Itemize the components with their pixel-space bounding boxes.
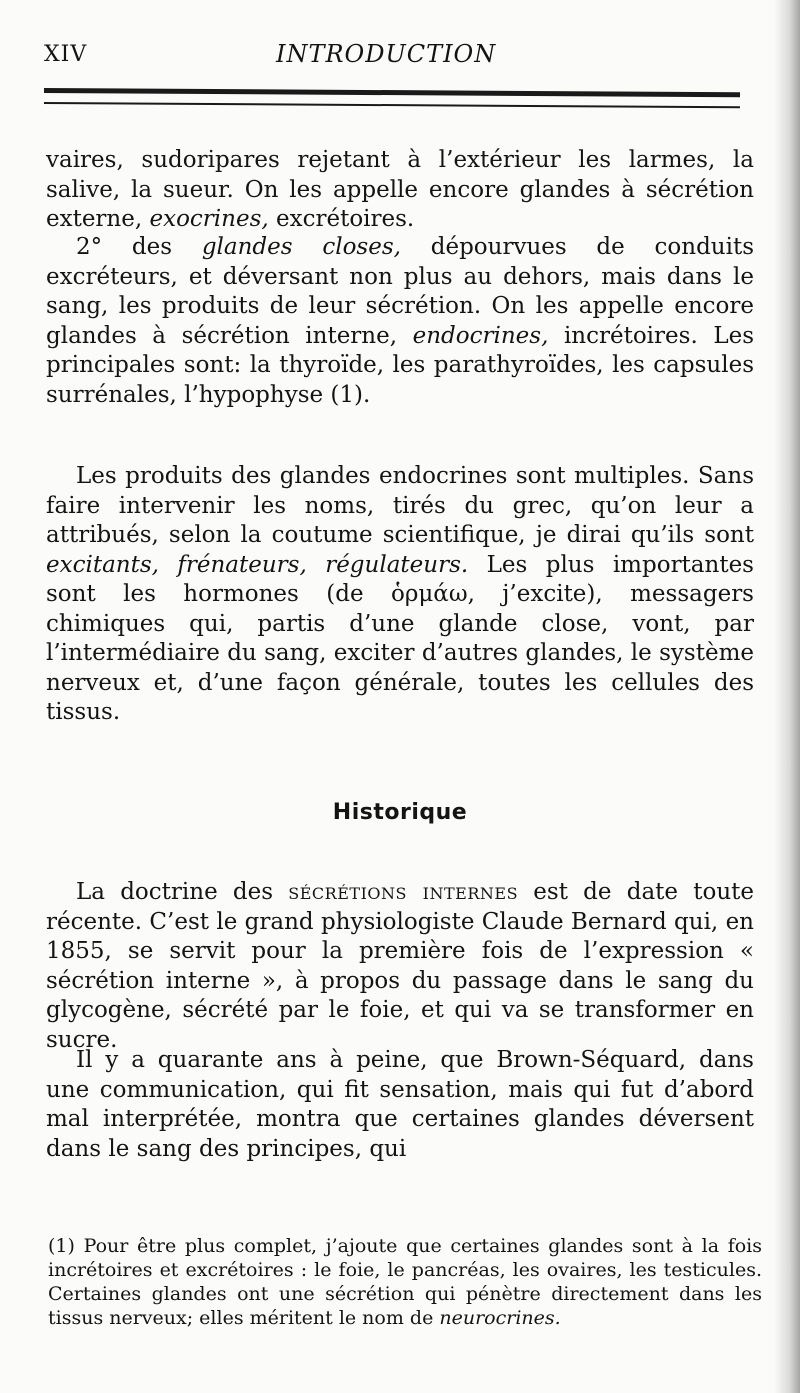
footnote-text: (1) Pour être plus complet, j’ajoute que certaines glandes sont à la fois incrétoires et excrétoires : le foie, le pancréas, les ovaires, les testicules. Certaines glandes ont une sécrétion qui pénètre directement dans les tissus nerveux; elles méritent le nom de: [48, 1235, 762, 1329]
paragraph-text: vaires, sudoripares rejetant à l’extérieur les larmes, la salive, la sueur. On les appelle encore glandes à sécrétion externe,: [46, 147, 754, 232]
paragraph-text: excrétoires.: [276, 206, 415, 232]
emphasis-neurocrines: neurocrines.: [439, 1307, 561, 1329]
paragraph-hormones: [46, 462, 754, 728]
paragraph-doctrine: [46, 878, 754, 1055]
page-edge-shadow: [774, 0, 800, 1393]
header-rule: [44, 88, 740, 108]
paragraph-text: Il y a quarante ans à peine, que Brown-Séquard, dans une communication, qui fit sensation, mais qui fut d’abord mal interprétée, montra que certaines glandes déversent dans le sang des principes, qui: [46, 1047, 754, 1162]
paragraph-text: est de date toute récente. C’est le grand physiologiste Claude Bernard qui, en 1855, se servit pour la première fois de l’expression « sécrétion interne », à propos du passage dans le sang du glycogène, sécrété par le foie, et qui va se transformer en sucre.: [46, 879, 754, 1053]
paragraph-glandes-closes: [46, 233, 754, 410]
paragraph-text: dépourvues de conduits excréteurs, et déversant non plus au dehors, mais dans le sang, les produits de leur sécrétion. On les appelle encore glandes à sécrétion interne,: [46, 234, 755, 349]
paragraph-text: incrétoires. Les principales sont: la thyroïde, les parathyroïdes, les capsules surrénales, l’hypophyse (1).: [46, 322, 755, 408]
paragraph-text: La doctrine des: [76, 879, 274, 905]
emphasis-glandes-closes: glandes closes,: [201, 234, 401, 260]
paragraph-continuation: [46, 146, 754, 235]
emphasis-excitants: excitants, frénateurs, régulateurs.: [46, 551, 469, 578]
running-head: [44, 38, 744, 74]
running-title: INTRODUCTION: [276, 40, 497, 68]
paragraph-brown-sequard: [46, 1046, 754, 1164]
paragraph-text: Les produits des glandes endocrines sont multiples. Sans faire intervenir les noms, tirés du grec, qu’on leur a attribués, selon la coutume scientifique, je dirai qu’ils sont: [46, 463, 754, 548]
footnote: [48, 1234, 762, 1330]
paragraph-text: Les plus importantes sont les hormones (de ὁρμάω, j’excite), messagers chimiques qui, partis d’une glande close, vont, par l’intermédiaire du sang, exciter d’autres glandes, le système nerveux et, d’une façon générale, toutes les cellules des tissus.: [46, 551, 754, 725]
page-number: XIV: [44, 42, 88, 67]
emphasis-endocrines: endocrines,: [412, 322, 549, 349]
section-heading: Historique: [332, 800, 468, 825]
smallcaps-secretions-internes: sécrétions internes: [288, 879, 519, 905]
emphasis-exocrines: exocrines,: [149, 206, 269, 232]
paragraph-text: 2° des: [76, 234, 173, 260]
